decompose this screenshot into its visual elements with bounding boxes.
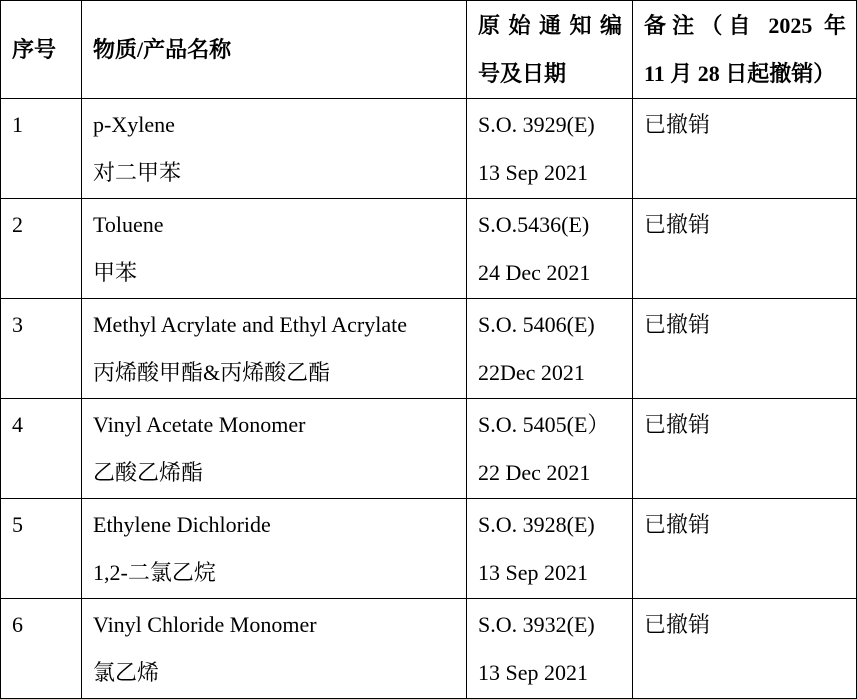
notice-date: 13 Sep 2021 bbox=[478, 660, 588, 685]
row-notice bbox=[467, 499, 633, 599]
row-name bbox=[82, 499, 467, 599]
row-name bbox=[82, 599, 467, 699]
name-en: Vinyl Acetate Monomer bbox=[93, 412, 306, 437]
notice-number: S.O. 5406(E) bbox=[478, 312, 595, 337]
row-remark: 已撤销 bbox=[633, 399, 857, 499]
table-row bbox=[1, 299, 857, 399]
header-notice bbox=[467, 1, 633, 99]
notice-number: S.O. 3928(E) bbox=[478, 512, 595, 537]
name-en: Ethylene Dichloride bbox=[93, 512, 271, 537]
row-remark: 已撤销 bbox=[633, 599, 857, 699]
header-name-label: 物质/产品名称 bbox=[93, 36, 232, 62]
notice-date: 13 Sep 2021 bbox=[478, 160, 588, 185]
row-remark: 已撤销 bbox=[633, 299, 857, 399]
row-name bbox=[82, 399, 467, 499]
row-remark: 已撤销 bbox=[633, 199, 857, 299]
name-cn: 氯乙烯 bbox=[93, 660, 160, 685]
table-row bbox=[1, 99, 857, 199]
name-cn: 丙烯酸甲酯&丙烯酸乙酯 bbox=[93, 360, 331, 385]
header-notice-line1: 原始通知编 bbox=[478, 12, 622, 38]
notice-date: 22 Dec 2021 bbox=[478, 460, 591, 485]
notice-number: S.O. 3932(E) bbox=[478, 612, 595, 637]
name-cn: 乙酸乙烯酯 bbox=[93, 460, 204, 485]
notice-date: 24 Dec 2021 bbox=[478, 260, 591, 285]
row-notice bbox=[467, 199, 633, 299]
notice-number: S.O. 3929(E) bbox=[478, 112, 595, 137]
header-notice-line2: 号及日期 bbox=[478, 60, 567, 86]
table-row bbox=[1, 599, 857, 699]
row-remark: 已撤销 bbox=[633, 499, 857, 599]
header-remark-line1: 备注（自 2025 年 bbox=[644, 12, 846, 38]
row-notice bbox=[467, 599, 633, 699]
header-name bbox=[82, 1, 467, 99]
row-no: 3 bbox=[1, 299, 82, 399]
row-no: 1 bbox=[1, 99, 82, 199]
notice-number: S.O. 5405(E） bbox=[478, 412, 610, 437]
row-name bbox=[82, 299, 467, 399]
table-row bbox=[1, 499, 857, 599]
header-no-label: 序号 bbox=[12, 36, 57, 62]
row-no: 2 bbox=[1, 199, 82, 299]
notice-date: 13 Sep 2021 bbox=[478, 560, 588, 585]
notice-number: S.O.5436(E) bbox=[478, 212, 590, 237]
row-notice bbox=[467, 299, 633, 399]
row-remark: 已撤销 bbox=[633, 99, 857, 199]
name-en: Toluene bbox=[93, 212, 164, 237]
name-en: p-Xylene bbox=[93, 112, 175, 137]
table-row bbox=[1, 399, 857, 499]
name-cn: 甲苯 bbox=[93, 260, 138, 285]
row-no: 4 bbox=[1, 399, 82, 499]
header-remark-line2: 11 月 28 日起撤销） bbox=[644, 60, 836, 86]
row-no: 5 bbox=[1, 499, 82, 599]
row-notice bbox=[467, 399, 633, 499]
notice-date: 22Dec 2021 bbox=[478, 360, 585, 385]
name-cn: 对二甲苯 bbox=[93, 160, 182, 185]
name-cn: 1,2-二氯乙烷 bbox=[93, 560, 216, 585]
name-en: Methyl Acrylate and Ethyl Acrylate bbox=[93, 312, 408, 337]
row-notice bbox=[467, 99, 633, 199]
table-row bbox=[1, 199, 857, 299]
table-header-row bbox=[1, 1, 857, 99]
name-en: Vinyl Chloride Monomer bbox=[93, 612, 317, 637]
header-no bbox=[1, 1, 82, 99]
header-remark bbox=[633, 1, 857, 99]
row-name bbox=[82, 99, 467, 199]
row-name bbox=[82, 199, 467, 299]
row-no: 6 bbox=[1, 599, 82, 699]
